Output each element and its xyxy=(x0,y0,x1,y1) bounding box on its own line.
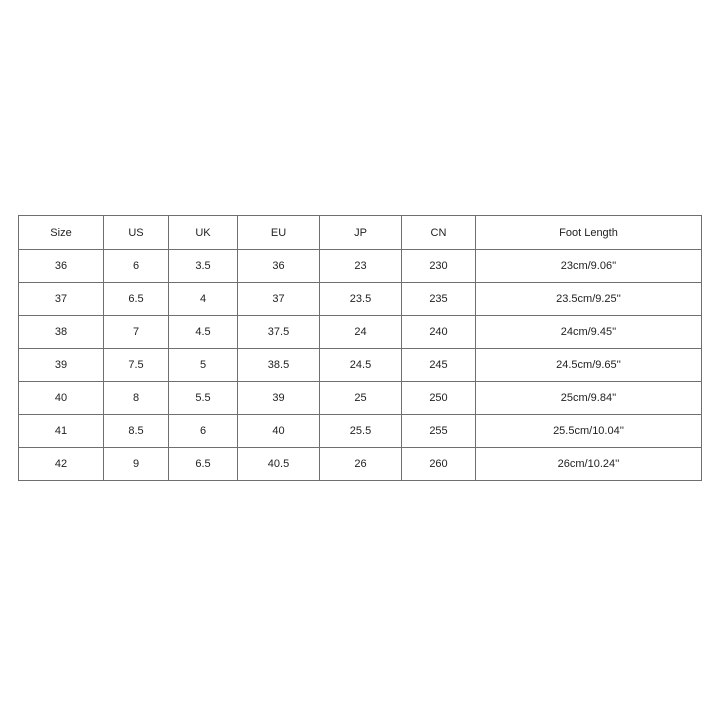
cell-cn: 235 xyxy=(402,283,476,316)
cell-eu: 40 xyxy=(238,415,320,448)
table-row xyxy=(19,283,702,316)
cell-uk: 4 xyxy=(169,283,238,316)
table-row xyxy=(19,415,702,448)
cell-foot-length: 24cm/9.45'' xyxy=(476,316,702,349)
cell-jp: 26 xyxy=(320,448,402,481)
cell-us: 8 xyxy=(104,382,169,415)
cell-size: 39 xyxy=(19,349,104,382)
cell-foot-length: 23.5cm/9.25'' xyxy=(476,283,702,316)
cell-size: 41 xyxy=(19,415,104,448)
cell-uk: 6 xyxy=(169,415,238,448)
cell-uk: 5.5 xyxy=(169,382,238,415)
header-uk: UK xyxy=(169,216,238,250)
table-row xyxy=(19,382,702,415)
header-eu: EU xyxy=(238,216,320,250)
cell-foot-length: 25cm/9.84'' xyxy=(476,382,702,415)
cell-jp: 23.5 xyxy=(320,283,402,316)
cell-jp: 25 xyxy=(320,382,402,415)
table-row xyxy=(19,448,702,481)
cell-us: 7.5 xyxy=(104,349,169,382)
size-chart-table xyxy=(18,215,702,481)
cell-size: 36 xyxy=(19,250,104,283)
cell-foot-length: 23cm/9.06'' xyxy=(476,250,702,283)
cell-jp: 24 xyxy=(320,316,402,349)
cell-uk: 3.5 xyxy=(169,250,238,283)
header-row xyxy=(19,216,702,250)
cell-eu: 36 xyxy=(238,250,320,283)
table-row xyxy=(19,250,702,283)
cell-foot-length: 24.5cm/9.65'' xyxy=(476,349,702,382)
cell-jp: 23 xyxy=(320,250,402,283)
cell-us: 7 xyxy=(104,316,169,349)
cell-cn: 245 xyxy=(402,349,476,382)
header-us: US xyxy=(104,216,169,250)
cell-uk: 4.5 xyxy=(169,316,238,349)
cell-cn: 260 xyxy=(402,448,476,481)
table-row xyxy=(19,316,702,349)
cell-size: 38 xyxy=(19,316,104,349)
header-foot-length: Foot Length xyxy=(476,216,702,250)
cell-size: 40 xyxy=(19,382,104,415)
cell-eu: 39 xyxy=(238,382,320,415)
cell-jp: 24.5 xyxy=(320,349,402,382)
cell-eu: 37 xyxy=(238,283,320,316)
cell-cn: 240 xyxy=(402,316,476,349)
cell-us: 6 xyxy=(104,250,169,283)
cell-us: 6.5 xyxy=(104,283,169,316)
cell-foot-length: 25.5cm/10.04'' xyxy=(476,415,702,448)
cell-eu: 37.5 xyxy=(238,316,320,349)
cell-us: 9 xyxy=(104,448,169,481)
cell-size: 37 xyxy=(19,283,104,316)
cell-eu: 40.5 xyxy=(238,448,320,481)
cell-cn: 230 xyxy=(402,250,476,283)
cell-cn: 250 xyxy=(402,382,476,415)
table-row xyxy=(19,349,702,382)
header-cn: CN xyxy=(402,216,476,250)
cell-uk: 5 xyxy=(169,349,238,382)
cell-jp: 25.5 xyxy=(320,415,402,448)
header-jp: JP xyxy=(320,216,402,250)
size-chart-header xyxy=(19,216,702,250)
header-size: Size xyxy=(19,216,104,250)
cell-uk: 6.5 xyxy=(169,448,238,481)
cell-eu: 38.5 xyxy=(238,349,320,382)
cell-foot-length: 26cm/10.24'' xyxy=(476,448,702,481)
size-chart-body xyxy=(19,250,702,481)
cell-size: 42 xyxy=(19,448,104,481)
cell-us: 8.5 xyxy=(104,415,169,448)
cell-cn: 255 xyxy=(402,415,476,448)
